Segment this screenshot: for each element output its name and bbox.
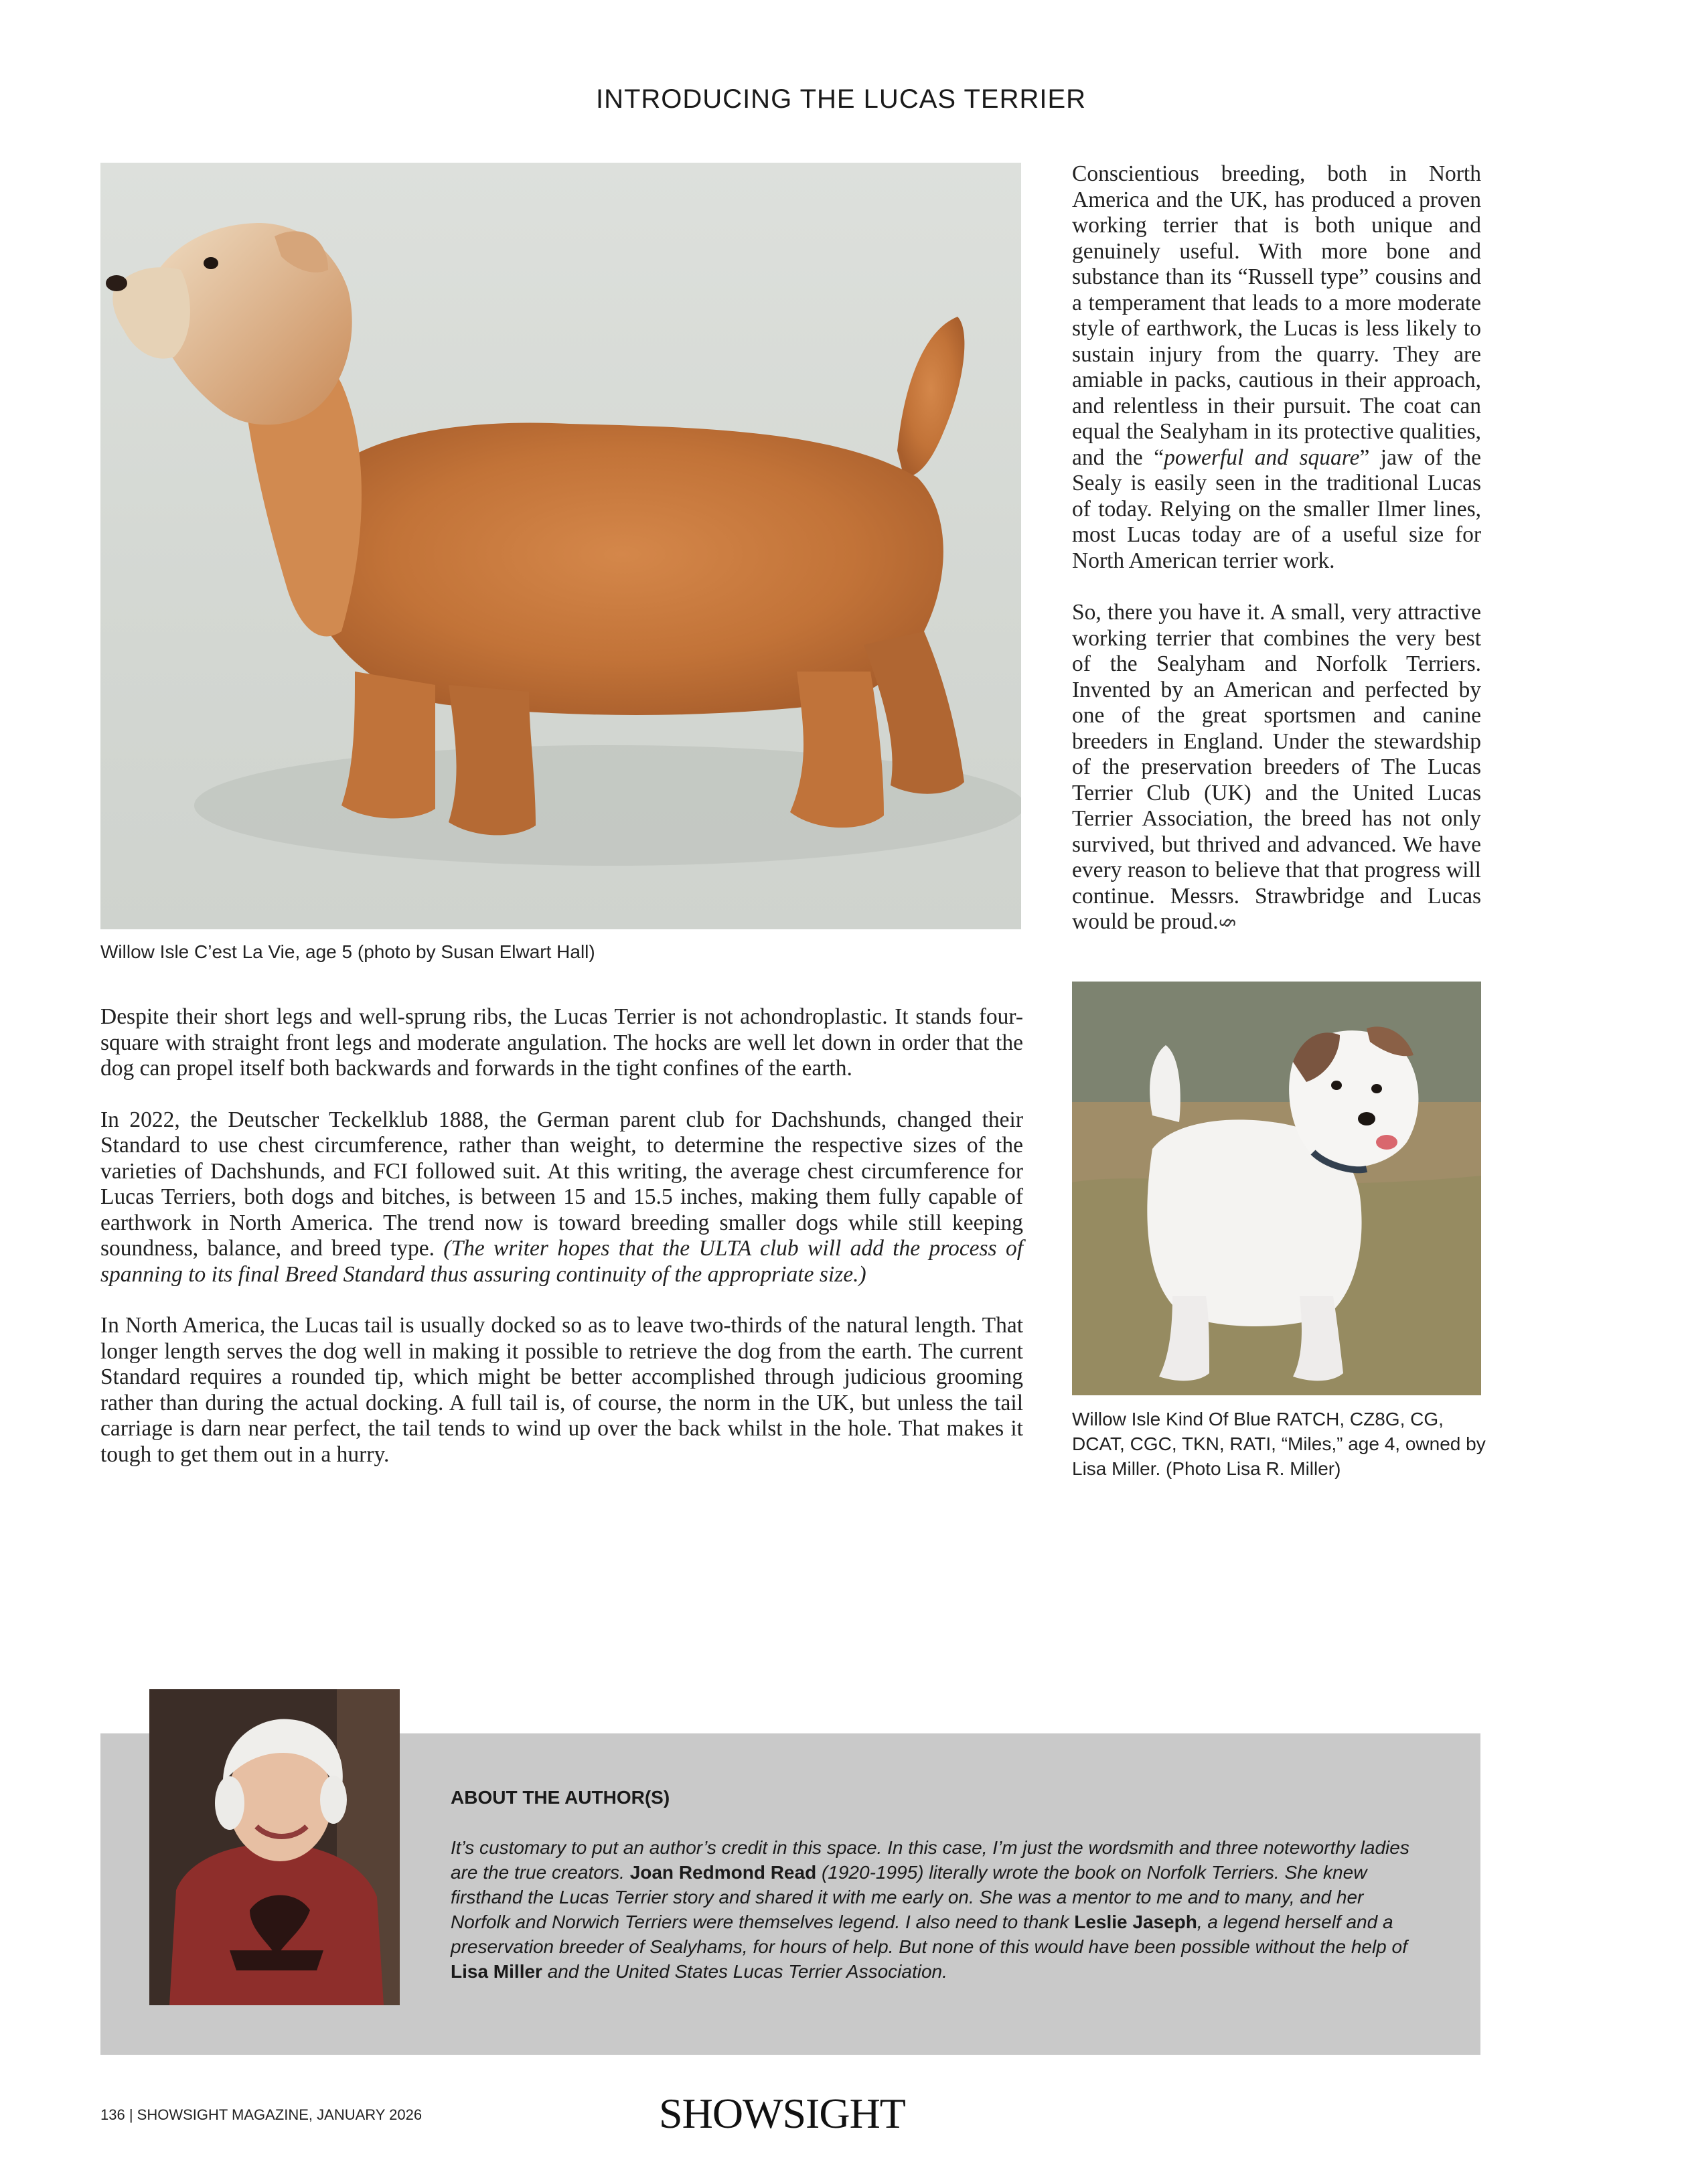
- right-column: [1072, 161, 1481, 962]
- left-paragraph-2: In 2022, the Deutscher Teckelklub 1888, the German parent club for Dachshunds, changed their Standard to use chest circumference, rather than weight, to determine the respective sizes of the varieties of Dachshunds, and FCI followed suit. At this writing, the average chest circumference for Lucas Terriers, both dogs and bitches, is between 15 and 15.5 inches, making them fully capable of earthwork in North America. The trend now is toward breeding smaller dogs while still keeping soundness, balance, and breed type. (The writer hopes that the ULTA club will add the process of spanning to its final Breed Standard thus assuring continuity of the appropriate size.): [100, 1107, 1023, 1287]
- left-paragraph-1: Despite their short legs and well-sprung ribs, the Lucas Terrier is not achondroplastic. It stands four-square with straight front legs and moderate angulation. The hocks are well let down in order that the dog can propel itself both backwards and forwards in the tight confines of the earth.: [100, 1004, 1023, 1081]
- footer-folio: 136 | SHOWSIGHT MAGAZINE, JANUARY 2026: [100, 2106, 423, 2123]
- end-mark-icon: §: [1216, 918, 1239, 928]
- main-photo-caption: Willow Isle C’est La Vie, age 5 (photo by Susan Elwart Hall): [100, 941, 595, 962]
- left-paragraph-3: In North America, the Lucas tail is usually docked so as to leave two-thirds of the natural length. That longer length serves the dog well in making it possible to retrieve the dog from the earth. The current Standard requires a rounded tip, which might be better accomplished through judicious grooming rather than during the actual docking. A full tail is, of course, the norm in the UK, but unless the tail carriage is darn near perfect, the tail tends to wind up over the back whilst in the hole. That makes it tough to get them out in a hurry.: [100, 1313, 1023, 1467]
- terrier-profile-photo: [100, 163, 1021, 929]
- magazine-logo: SHOWSIGHT: [659, 2090, 905, 2137]
- second-photo-caption: Willow Isle Kind Of Blue RATCH, CZ8G, CG, DCAT, CGC, TKN, RATI, “Miles,” age 4, owned by Lisa Miller. (Photo Lisa R. Miller): [1072, 1409, 1486, 1479]
- white-terrier-photo: [1072, 982, 1481, 1395]
- author-bio: It’s customary to put an author’s credit in this space. In this case, I’m just the wordsmith and three noteworthy ladies are the true creators. Joan Redmond Read (1920-1995) literally wrote the book on Norfolk Terriers. She knew firsthand the Lucas Terrier story and shared it with me early on. She was a mentor to me and to many, and her Norfolk and Norwich Terriers were themselves legend. I also need to thank Leslie Jaseph, a legend herself and a preservation breeder of Sealyhams, for hours of help. But none of this would have been possible without the help of Lisa Miller and the United States Lucas Terrier Association.: [451, 1837, 1409, 1982]
- right-paragraph-2: So, there you have it. A small, very attractive working terrier that combines the very best of the Sealyham and Norfolk Terriers. Invented by an American and perfected by one of the great sportsmen and canine breeders in England. Under the stewardship of the preservation breeders of The Lucas Terrier Club (UK) and the United Lucas Terrier Association, the breed has not only survived, but thrived and advanced. We have every reason to believe that that progress will continue. Messrs. Strawbridge and Lucas would be proud.§: [1072, 600, 1481, 934]
- right-paragraph-1: Conscientious breeding, both in North America and the UK, has produced a proven working terrier that is both unique and genuinely useful. With more bone and substance than its “Russell type” cousins and a temperament that leads to a more moderate style of earthwork, the Lucas is less likely to sustain injury from the quarry. They are amiable in packs, cautious in their approach, and relentless in their pursuit. The coat can equal the Sealyham in its protective qualities, and the “powerful and square” jaw of the Sealy is easily seen in the traditional Lucas of today. Relying on the smaller Ilmer lines, most Lucas today are of a useful size for North American terrier work.: [1072, 161, 1481, 573]
- page-title: INTRODUCING THE LUCAS TERRIER: [595, 84, 1087, 114]
- left-column: [100, 1004, 1023, 1493]
- author-section-title: ABOUT THE AUTHOR(S): [451, 1787, 670, 1808]
- author-portrait-photo: [149, 1689, 400, 2005]
